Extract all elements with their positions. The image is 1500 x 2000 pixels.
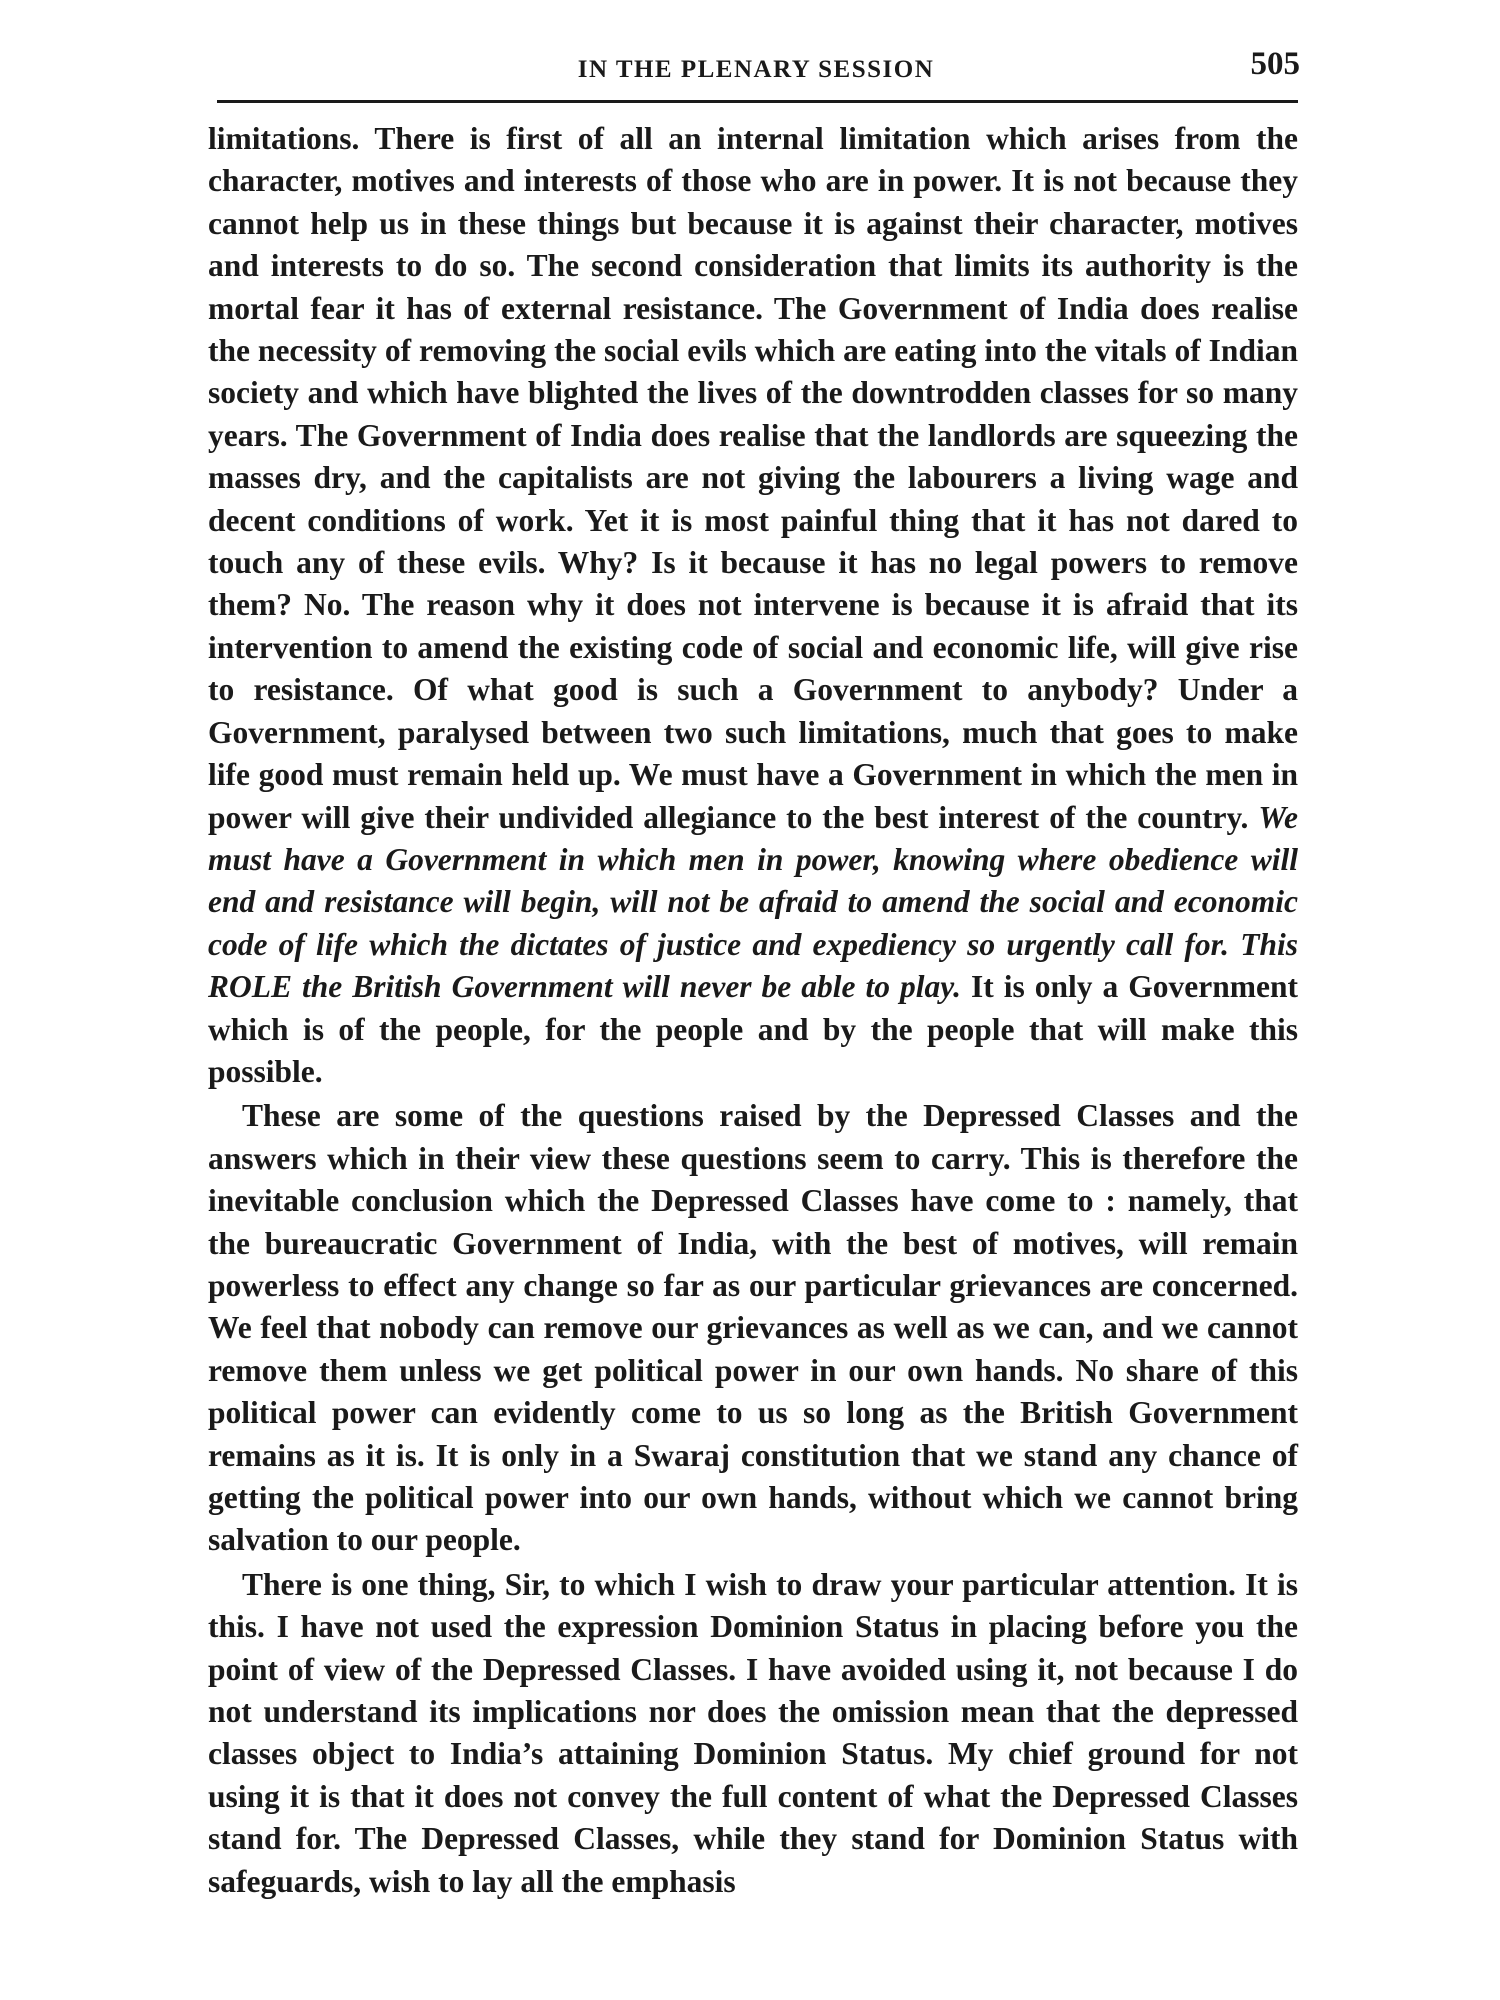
- paragraph-2: These are some of the questions raised by the Depressed Classes and the answers which in their view these questions seem to carry. This is therefore the inevitable conclusion which the Depressed Classes have come to : namely, that the bureaucratic Government of India, with the best of motives, will remain powerless to effect any change so far as our particular grievances are concerned. We feel that nobody can remove our grievances as well as we can, and we cannot remove them unless we get political power in our own hands. No share of this political power can evidently come to us so long as the British Government remains as it is. It is only in a Swaraj constitution that we stand any chance of getting the political power into our own hands, without which we cannot bring salvation to our people.: [208, 1098, 1298, 1558]
- body-text: [208, 118, 1298, 1903]
- paragraph-1-conclusion: It is only a Government which is of the people, for the people and by the people that will make this possible.: [208, 969, 1299, 1089]
- paragraph-1: [208, 118, 1298, 1093]
- paragraph-1-text: limitations. There is first of all an internal limitation which arises from the character, motives and interests of those who are in power. It is not because they cannot help us in these things but because it is against their character, motives and interests to do so. The second consideration that limits its authority is the mortal fear it has of external resistance. The Government of India does realise the necessity of removing the social evils which are eating into the vitals of Indian society and which have blighted the lives of the downtrodden classes for so many years. The Government of India does realise that the landlords are squeezing the masses dry, and the capitalists are not giving the labourers a living wage and decent conditions of work. Yet it is most painful thing that it has not dared to touch any of these evils. Why? Is it because it has no legal powers to remove them? No. The reason why it does not intervene is because it is afraid that its intervention to amend the existing code of social and economic life, will give rise to resistance. Of what good is such a Government to anybody? Under a Government, paralysed between two such limitations, much that goes to make life good must remain held up. We must have a Government in which the men in power will give their undivided allegiance to the best interest of the country.: [208, 121, 1298, 835]
- header-rule: [217, 100, 1298, 103]
- page-header: [212, 46, 1300, 96]
- paragraph-1-italic: We must have a Government in which men in power, knowing where obedience will end and resistance will begin, will not be afraid to amend the social and economic code of life which the dictates of justice and expediency so urgently call for. This ROLE the British Government will never be able to play.: [208, 799, 1298, 1005]
- page-number: 505: [1250, 46, 1300, 82]
- running-head: IN THE PLENARY SESSION: [577, 56, 935, 83]
- paragraph-3: There is one thing, Sir, to which I wish to draw your particular attention. It is this. I have not used the expression Dominion Status in placing before you the point of view of the Depressed Classes. I have avoided using it, not because I do not understand its implications nor does the omission mean that the depressed classes object to India’s attaining Dominion Status. My chief ground for not using it is that it does not convey the full content of what the Depressed Classes stand for. The Depressed Classes, while they stand for Dominion Status with safeguards, wish to lay all the emphasis: [208, 1566, 1298, 1899]
